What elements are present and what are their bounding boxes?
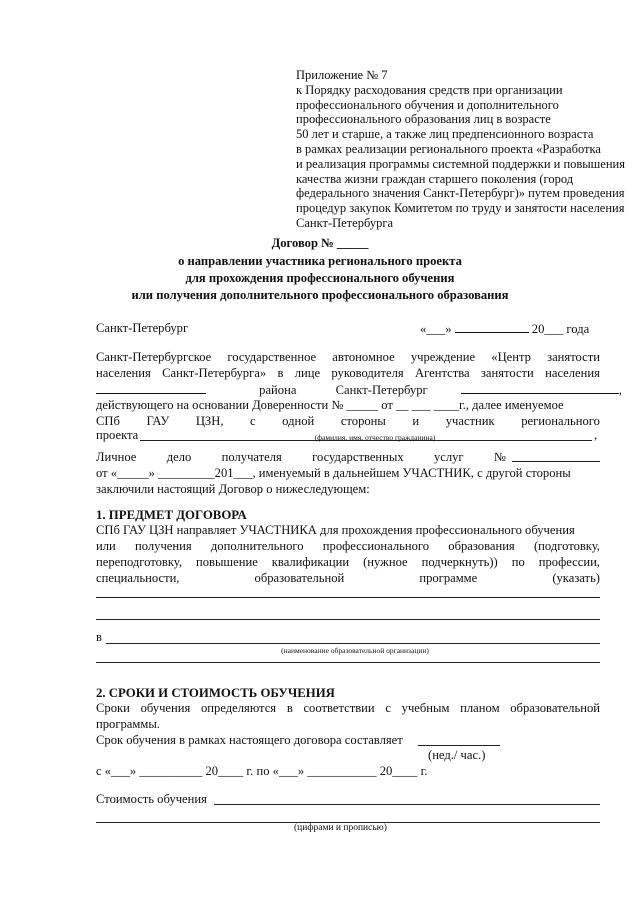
title-line-3: для прохождения профессионального обучения	[185, 271, 455, 285]
program-line-1[interactable]	[96, 597, 600, 598]
word: обучения	[140, 701, 191, 715]
word: стороны	[340, 414, 386, 428]
word: Санкт-Петербургское	[96, 350, 212, 364]
section-1-heading: 1. ПРЕДМЕТ ДОГОВОРА	[96, 508, 247, 522]
word: услуг	[433, 450, 464, 464]
intro-line-5	[96, 414, 600, 429]
organization-line[interactable]	[106, 643, 600, 644]
personal-line-3: заключили настоящий Договор о нижеследующем:	[96, 482, 370, 496]
intro-line-3: района Санкт-Петербург ,	[96, 382, 600, 398]
word: населения	[96, 366, 151, 380]
date-field[interactable]	[420, 321, 589, 337]
word: населения	[545, 366, 600, 380]
title-line-2: о направлении участника регионального проекта	[178, 254, 462, 268]
word: государственное	[227, 350, 317, 364]
section-2-heading: 2. СРОКИ И СТОИМОСТЬ ОБУЧЕНИЯ	[96, 686, 335, 700]
intro-line-2	[96, 366, 600, 381]
contract-number: Договор № _____	[271, 236, 369, 250]
word: определяются	[200, 701, 277, 715]
word: с	[385, 701, 391, 715]
word: профессионального	[322, 539, 430, 553]
word: дополнительного	[210, 539, 304, 553]
date-month-blank	[455, 321, 529, 333]
word: образовательной	[510, 701, 600, 715]
cost-label: Стоимость обучения	[96, 792, 207, 806]
word: специальности,	[96, 571, 180, 585]
study-dates: с «___» __________ 20____ г. по «___» ___________ 20____ г.	[96, 764, 428, 778]
word: руководителя	[331, 366, 404, 380]
word: и	[412, 414, 420, 428]
appendix-line: профессионального образования лиц в возрасте	[296, 112, 551, 127]
word: или	[96, 539, 116, 553]
appendix-line: процедур закупок Комитетом по труду и занятости населения	[296, 201, 625, 216]
word: Личное	[96, 450, 137, 464]
date-year: 20___ года	[531, 322, 590, 336]
word: с	[250, 414, 256, 428]
word: планом	[460, 701, 500, 715]
cost-caption: (цифрами и прописью)	[294, 823, 387, 833]
word: Санкт-Петербурга»	[162, 366, 267, 380]
in-label: в	[96, 630, 102, 644]
appendix-line: в рамках реализации регионального проекта «Разработка	[296, 141, 601, 156]
duration-units: (нед./ час.)	[428, 748, 486, 762]
director-blank[interactable]	[461, 382, 619, 394]
word: дело	[166, 450, 192, 464]
word: повышение	[195, 555, 258, 569]
organization-line-2[interactable]	[96, 662, 600, 663]
word: СПб	[96, 414, 120, 428]
word: Агентства	[415, 366, 470, 380]
district-blank[interactable]	[96, 382, 206, 394]
word: получения	[135, 539, 192, 553]
program-line-2[interactable]	[96, 619, 600, 620]
section-2-line-2: программы.	[96, 717, 160, 731]
appendix-lines	[296, 83, 625, 231]
appendix-line: профессионального обучения и дополнительного	[296, 97, 559, 112]
word: №	[493, 450, 506, 464]
word: ЦЗН,	[195, 414, 224, 428]
comma: ,	[594, 428, 598, 442]
section-1-line-4	[96, 571, 600, 586]
word: программе	[419, 571, 478, 585]
word: получателя	[221, 450, 282, 464]
word: автономное	[332, 350, 395, 364]
date-day: «___»	[420, 322, 452, 336]
word: Сроки	[96, 701, 130, 715]
word: подчеркнуть))	[421, 555, 498, 569]
appendix-line: и реализация программы системной поддержки и повышения	[296, 156, 625, 171]
section-2-line-1	[96, 701, 600, 716]
personal-line-2: от «_____» _________201___, именуемый в дальнейшем УЧАСТНИК, с другой стороны	[96, 466, 571, 480]
word: (подготовку,	[533, 539, 600, 553]
city-label: Санкт-Петербург	[335, 383, 428, 397]
appendix-block	[296, 68, 625, 231]
participant-caption: (фамилия, имя, отчество гражданина)	[314, 433, 436, 442]
word: одной	[282, 414, 315, 428]
appendix-line: к Порядку расходования средств при организации	[296, 82, 563, 97]
organization-caption: (наименование образовательной организации)	[281, 646, 429, 655]
word: занятости	[480, 366, 534, 380]
word: переподготовку,	[96, 555, 182, 569]
word: ГАУ	[146, 414, 170, 428]
section-1-line-2	[96, 539, 600, 554]
word: профессии,	[538, 555, 600, 569]
word: по	[511, 555, 525, 569]
cost-line[interactable]	[214, 804, 600, 805]
word: лице	[294, 366, 321, 380]
word: соответствии	[303, 701, 375, 715]
appendix-line: 50 лет и старше, а также лиц предпенсионного возраста	[296, 127, 594, 142]
word: «Центр	[491, 350, 531, 364]
duration-blank[interactable]	[418, 745, 500, 746]
word: участник	[445, 414, 495, 428]
word: (указать)	[552, 571, 600, 585]
word: образовательной	[254, 571, 345, 585]
word: (нужное	[363, 555, 408, 569]
file-number-blank[interactable]	[512, 461, 600, 462]
appendix-line: федерального значения Санкт-Петербург)» путем проведения	[296, 186, 625, 201]
appendix-title: Приложение № 7	[296, 68, 388, 82]
personal-line-1	[96, 450, 506, 465]
intro-line-1	[96, 350, 600, 365]
project-label: проекта	[96, 428, 139, 442]
word: в	[286, 701, 293, 715]
word: занятости	[547, 350, 600, 364]
duration-label: Срок обучения в рамках настоящего договора составляет	[96, 733, 403, 747]
word: квалификации	[271, 555, 350, 569]
word: учреждение	[410, 350, 476, 364]
word: учебным	[401, 701, 450, 715]
word: в	[277, 366, 284, 380]
appendix-line: Санкт-Петербурга	[296, 215, 394, 230]
word: образования	[448, 539, 515, 553]
word: государственных	[312, 450, 404, 464]
intro-line-4: действующего на основании Доверенности № _____ от __ ___ ____г., далее именуемое	[96, 398, 564, 412]
section-1-line-1: СПб ГАУ ЦЗН направляет УЧАСТНИКА для прохождения профессионального обучения	[96, 523, 575, 537]
word: регионального	[521, 414, 600, 428]
city: Санкт-Петербург	[96, 321, 189, 335]
district-label: района	[259, 383, 297, 397]
title-line-4: или получения дополнительного профессионального образования	[131, 288, 509, 302]
appendix-line: качества жизни граждан старшего поколения (город	[296, 171, 574, 186]
section-1-line-3	[96, 555, 600, 570]
